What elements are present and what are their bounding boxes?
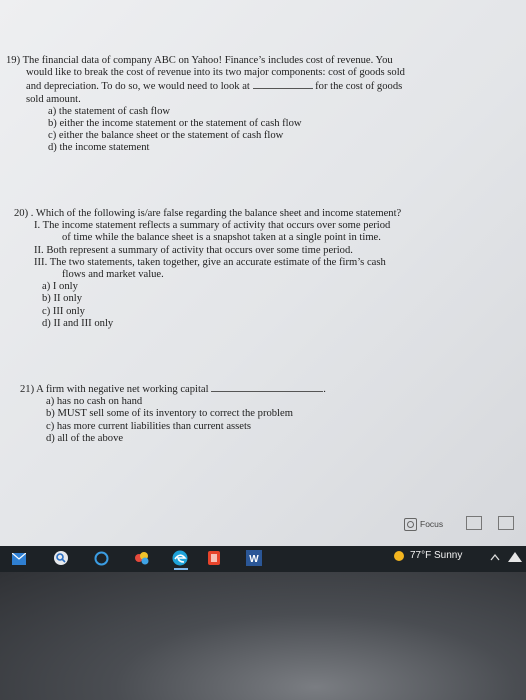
q19-line-4: sold amount. xyxy=(26,93,81,105)
q20-option-a: a) I only xyxy=(42,281,78,293)
monitor-bezel xyxy=(0,572,526,700)
cortana-icon[interactable] xyxy=(94,551,109,566)
q21-option-c: c) has more current liabilities than current assets xyxy=(46,420,252,432)
q20-option-c: c) III only xyxy=(42,305,85,317)
focus-label: Focus xyxy=(420,519,444,529)
q20-item-1: I. The income statement reflects a summary of activity that occurs over some period xyxy=(34,220,391,232)
edge-icon[interactable] xyxy=(172,550,188,566)
weather-widget[interactable] xyxy=(394,550,462,561)
focus-mode-button[interactable] xyxy=(404,516,443,532)
q19-answer-blank xyxy=(253,79,313,89)
question-19 xyxy=(6,55,405,155)
q19-option-c: c) either the balance sheet or the statement of cash flow xyxy=(48,130,284,142)
q20-item-1-cont: of time while the balance sheet is a snapshot taken at a single point in time. xyxy=(62,232,381,244)
sun-icon xyxy=(394,551,404,561)
q20-option-b: b) II only xyxy=(42,293,83,305)
paint-icon[interactable] xyxy=(134,551,150,565)
q19-line-2: would like to break the cost of revenue into its two major components: cost of goods sold xyxy=(26,67,405,79)
q19-option-d: d) the income statement xyxy=(48,142,150,154)
office-icon[interactable] xyxy=(208,550,220,566)
network-icon[interactable] xyxy=(508,552,522,562)
q21-answer-blank xyxy=(211,382,323,392)
focus-icon xyxy=(404,518,417,531)
chevron-up-icon[interactable] xyxy=(490,553,500,561)
mail-icon[interactable] xyxy=(12,553,26,565)
question-21 xyxy=(20,382,326,445)
weather-text: 77°F Sunny xyxy=(410,550,463,561)
question-20 xyxy=(14,208,401,330)
q19-line-1: 19) The financial data of company ABC on Yahoo! Finance’s includes cost of revenue. You xyxy=(6,55,393,66)
active-indicator xyxy=(174,568,188,570)
svg-text:W: W xyxy=(249,554,259,565)
q19-line-3b: for the cost of goods xyxy=(315,81,403,93)
q19-option-a: a) the statement of cash flow xyxy=(48,105,171,117)
q21-line-1: 21) A firm with negative net working capital xyxy=(20,384,209,395)
q21-option-a: a) has no cash on hand xyxy=(46,396,143,408)
search-app-icon[interactable] xyxy=(54,551,68,565)
q20-line-1: 20) . Which of the following is/are false regarding the balance sheet and income statement? xyxy=(14,208,402,219)
print-layout-icon[interactable] xyxy=(466,516,482,530)
q20-item-2: II. Both represent a summary of activity that occurs over some time period. xyxy=(34,244,353,256)
q21-period: . xyxy=(323,384,326,395)
word-icon[interactable] xyxy=(246,550,262,566)
q21-option-b: b) MUST sell some of its inventory to correct the problem xyxy=(46,408,293,420)
q20-item-3: III. The two statements, taken together, give an accurate estimate of the firm’s cash xyxy=(34,256,386,268)
q20-item-3-cont: flows and market value. xyxy=(62,269,164,281)
q19-line-3: and depreciation. To do so, we would need to look at xyxy=(26,81,250,93)
q19-option-b: b) either the income statement or the statement of cash flow xyxy=(48,118,302,130)
q20-option-d: d) II and III only xyxy=(42,317,114,329)
web-layout-icon[interactable] xyxy=(498,516,514,530)
q21-option-d: d) all of the above xyxy=(46,432,124,444)
